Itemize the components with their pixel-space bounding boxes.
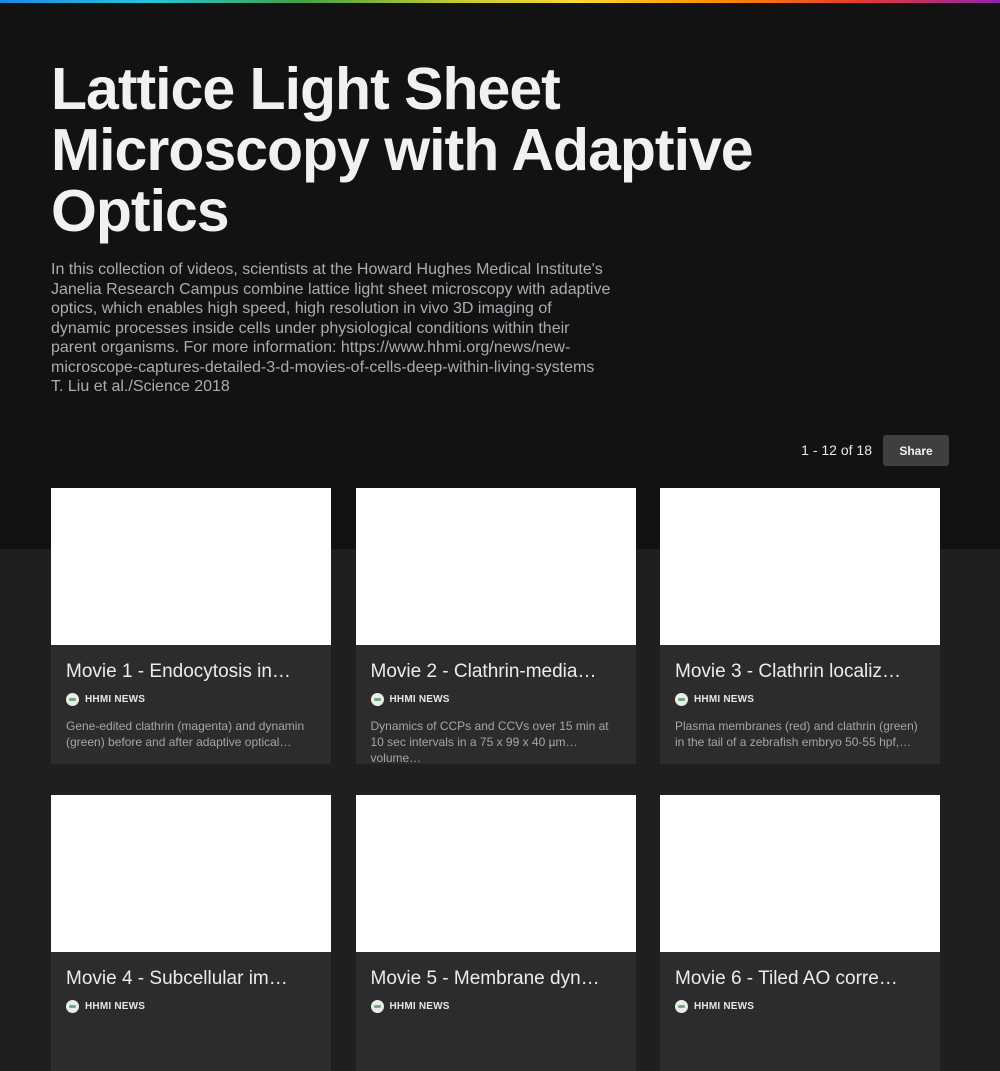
video-description: Dynamics of CCPs and CCVs over 15 min at 10 sec intervals in a 75 x 99 x 40 µm volume… xyxy=(370,719,609,765)
video-thumbnail[interactable] xyxy=(356,795,636,952)
collection-description: In this collection of videos, scientists at the Howard Hughes Medical Institute's Janelia Research Campus combine lattice light sheet microscopy with adaptive optics, which enables high speed, high resolution in vivo 3D imaging of dynamic processes inside cells under physiological conditions within their parent organisms. For more information: https://www.hhmi.org/news/new-microscope-captures-detailed-3-d-movies-of-cells-deep-within-living-systems T. Liu et al./Science 2018 xyxy=(51,261,611,395)
video-description: Gene-edited clathrin (magenta) and dynamin (green) before and after adaptive optical… xyxy=(66,719,305,749)
video-title[interactable]: Movie 1 - Endocytosis in… xyxy=(66,661,291,682)
channel-avatar-icon[interactable] xyxy=(66,1000,79,1013)
channel-name[interactable]: HHMI NEWS xyxy=(694,693,755,705)
video-thumbnail[interactable] xyxy=(51,488,331,645)
channel-avatar-icon[interactable] xyxy=(371,1000,384,1013)
video-card-4[interactable] xyxy=(51,795,331,1071)
video-thumbnail[interactable] xyxy=(356,488,636,645)
channel-row[interactable] xyxy=(66,999,316,1013)
video-title[interactable]: Movie 6 - Tiled AO corre… xyxy=(675,968,898,989)
channel-row[interactable] xyxy=(371,692,621,706)
channel-row[interactable] xyxy=(371,999,621,1013)
video-card-1[interactable] xyxy=(51,488,331,764)
video-thumbnail[interactable] xyxy=(660,488,940,645)
channel-avatar-icon[interactable] xyxy=(371,693,384,706)
video-card-3[interactable] xyxy=(660,488,940,764)
channel-name[interactable]: HHMI NEWS xyxy=(389,1000,450,1012)
video-card-2[interactable] xyxy=(356,488,636,764)
video-card-body xyxy=(356,952,636,1071)
video-title[interactable]: Movie 5 - Membrane dyn… xyxy=(370,968,600,989)
channel-name[interactable]: HHMI NEWS xyxy=(389,693,450,705)
channel-name[interactable]: HHMI NEWS xyxy=(85,1000,146,1012)
video-card-body xyxy=(356,645,636,764)
video-title[interactable]: Movie 4 - Subcellular im… xyxy=(66,968,288,989)
channel-name[interactable]: HHMI NEWS xyxy=(85,693,146,705)
video-card-6[interactable] xyxy=(660,795,940,1071)
channel-row[interactable] xyxy=(675,999,925,1013)
video-grid xyxy=(51,488,940,1071)
channel-avatar-icon[interactable] xyxy=(675,693,688,706)
video-description: Plasma membranes (red) and clathrin (green) in the tail of a zebrafish embryo 50-55 hpf,… xyxy=(675,719,918,749)
channel-avatar-icon[interactable] xyxy=(66,693,79,706)
video-card-body xyxy=(660,645,940,764)
channel-row[interactable] xyxy=(675,692,925,706)
video-title[interactable]: Movie 2 - Clathrin-media… xyxy=(370,661,597,682)
channel-avatar-icon[interactable] xyxy=(675,1000,688,1013)
channel-row[interactable] xyxy=(66,692,316,706)
video-card-body xyxy=(660,952,940,1071)
video-thumbnail[interactable] xyxy=(660,795,940,952)
page-title: Lattice Light Sheet Microscopy with Adaptive Optics xyxy=(51,56,753,244)
video-title[interactable]: Movie 3 - Clathrin localiz… xyxy=(675,661,901,682)
video-card-5[interactable] xyxy=(356,795,636,1071)
video-card-body xyxy=(51,645,331,764)
channel-name[interactable]: HHMI NEWS xyxy=(694,1000,755,1012)
video-card-body xyxy=(51,952,331,1071)
collection-header xyxy=(0,3,1000,549)
video-thumbnail[interactable] xyxy=(51,795,331,952)
pagination-count: 1 - 12 of 18 xyxy=(801,442,872,458)
share-button[interactable]: Share xyxy=(883,435,949,466)
